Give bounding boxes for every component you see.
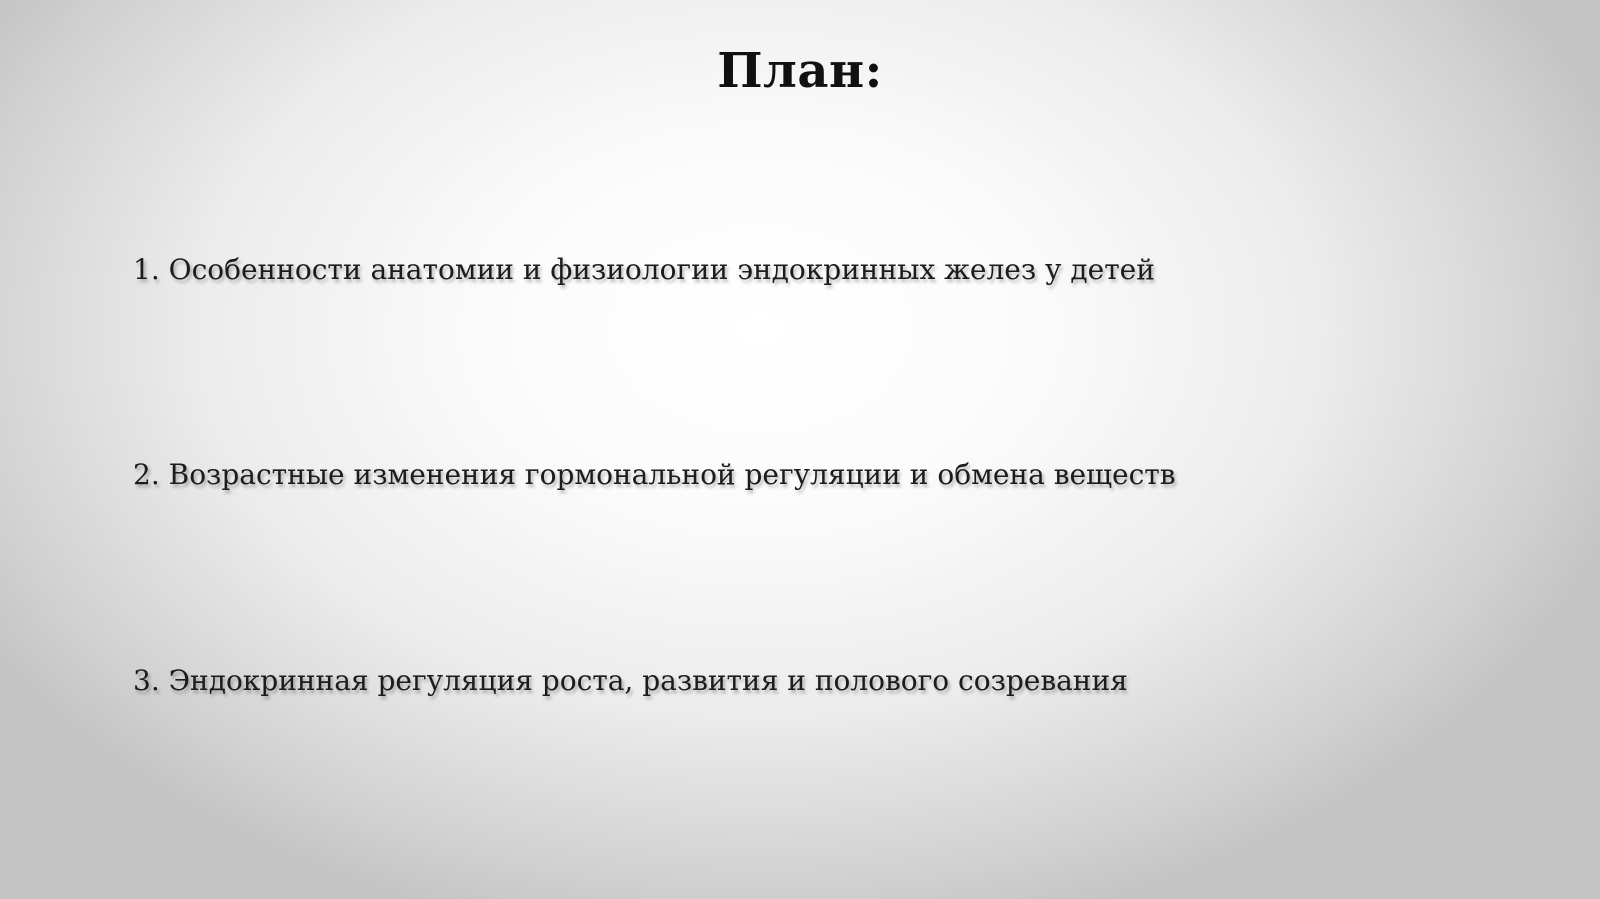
slide-title: План: (717, 43, 883, 99)
plan-item-age-changes: 2. Возрастные изменения гормональной регуляции и обмена веществ (133, 458, 1176, 491)
plan-item-anatomy-physiology: 1. Особенности анатомии и физиологии эндокринных желез у детей (133, 253, 1155, 286)
plan-item-growth-regulation: 3. Эндокринная регуляция роста, развития и полового созревания (133, 664, 1128, 697)
